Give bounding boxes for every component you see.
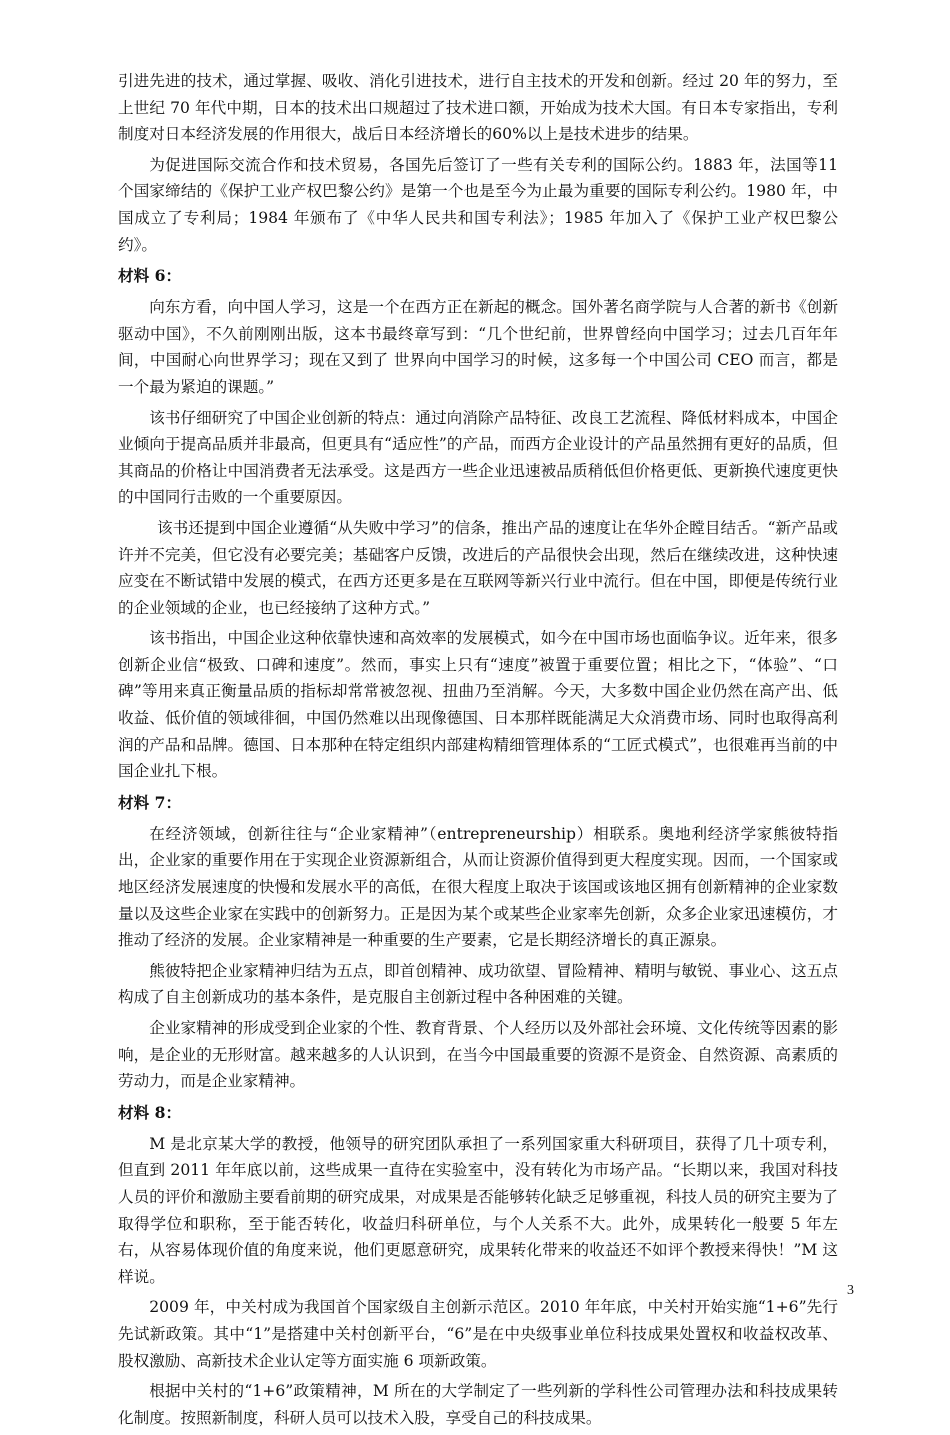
paragraph-new-policy: 根据中关村的“1+6”政策精神，M 所在的大学制定了一些列新的学科性公司管理办法和科技成果转化制度。按照新制度，科研人员可以技术入股，享受自己的科技成果。 (118, 1382, 838, 1427)
heading-material-8: 材料 8： (118, 1102, 182, 1122)
heading-material-7: 材料 7： (118, 792, 182, 812)
paragraph-innovation-features: 该书仔细研究了中国企业创新的特点：通过向消除产品特征、改良工艺流程、降低材料成本，中国企业倾向于提高品质并非最高，但更具有“适应性”的产品，而西方企业设计的产品虽然拥有更好的品质，但其商品的价格让中国消费者无法承受。这是西方一些企业迅速被品质稍低但价格更低、更新换代速度更快的中国同行击败的一个重要原因。 (118, 408, 838, 507)
paragraph-speed-model: 该书指出，中国企业这种依靠快速和高效率的发展模式，如今在中国市场也面临争议。近年来，很多创新企业信“极致、口碑和速度”。然而，事实上只有“速度”被置于重要位置；相比之下，“体验”、“口碑”等用来真正衡量品质的指标却常常被忽视、扭曲乃至消解。今天，大多数中国企业仍然在高产出、低收益、低价值的领域徘徊，中国仍然难以出现像德国、日本那样既能满足大众消费市场、同时也取得高利润的产品和品牌。德国、日本那种在特定组织内部建构精细管理体系的“工匠式模式”，也很难再当前的中国企业扎下根。 (118, 629, 838, 781)
heading-material-6: 材料 6： (118, 266, 182, 286)
paragraph-five-points: 熊彼特把企业家精神归结为五点，即首创精神、成功欲望、冒险精神、精明与敏锐、事业心、这五点构成了自主创新成功的基本条件，是克服自主创新过程中各种困难的关键。 (118, 961, 838, 1007)
paragraph-learn-from-china: 向东方看，向中国人学习，这是一个在西方正在新起的概念。国外著名商学院与人合著的新书《创新驱动中国》，不久前刚刚出版，这本书最终章写到：“几个世纪前，世界曾经向中国学习；过去几百年年间，中国耐心向世界学习；现在又到了 世界向中国学习的时候，这多每一个中国公司 CEO 而言，都是一个最为紧迫的课题。” (118, 298, 838, 396)
document-body (118, 68, 838, 1435)
paragraph-japan-tech: 引进先进的技术，通过掌握、吸收、消化引进技术，进行自主技术的开发和创新。经过 20 年的努力，至上世纪 70 年代中期，日本的技术出口规超过了技术进口额，开始成为技术大国。有日本专家指出，专利制度对日本经济发展的作用很大，战后日本经济增长的60%以上是技术进步的结果。 (118, 72, 838, 144)
paragraph-learn-from-failure: 该书还提到中国企业遵循“从失败中学习”的信条，推出产品的速度让在华外企瞠目结舌。“新产品或许并不完美，但它没有必要完美；基础客户反馈，改进后的产品很快会出现，然后在继续改进，这种快速应变在不断试错中发展的模式，在西方还更多是在互联网等新兴行业中流行。但在中国，即便是传统行业的企业领域的企业，也已经接纳了这种方式。” (118, 518, 838, 617)
paragraph-patent-conventions: 为促进国际交流合作和技术贸易，各国先后签订了一些有关专利的国际公约。1883 年，法国等11 个国家缔结的《保护工业产权巴黎公约》是第一个也是至今为止最为重要的国际专利公约。1980 年，中国成立了专利局；1984 年颁布了《中华人民共和国专利法》；1985 年加入了《保护工业产权巴黎公约》。 (118, 155, 838, 254)
paragraph-entrepreneur-spirit: 企业家精神的形成受到企业家的个性、教育背景、个人经历以及外部社会环境、文化传统等因素的影响，是企业的无形财富。越来越多的人认识到，在当今中国最重要的资源不是资金、自然资源、高素质的劳动力，而是企业家精神。 (118, 1019, 838, 1091)
page-number: 3 (847, 1283, 854, 1298)
paragraph-entrepreneurship: 在经济领域，创新往往与“企业家精神”（entrepreneurship）相联系。奥地利经济学家熊彼特指出，企业家的重要作用在于实现企业资源新组合，从而让资源价值得到更大程度实现。因而，一个国家或地区经济发展速度的快慢和发展水平的高低，在很大程度上取决于该国或该地区拥有创新精神的企业家数量以及这些企业家在实践中的创新努力。正是因为某个或某些企业家率先创新，众多企业家迅速模仿，才推动了经济的发展。企业家精神是一种重要的生产要素，它是长期经济增长的真正源泉。 (118, 824, 838, 950)
paragraph-zhongguancun: 2009 年，中关村成为我国首个国家级自主创新示范区。2010 年年底，中关村开始实施“1+6”先行先试新政策。其中“1”是搭建中关村创新平台，“6”是在中央级事业单位科技成果处置权和收益权改革、股权激励、高新技术企业认定等方面实施 6 项新政策。 (118, 1298, 838, 1370)
paragraph-professor-m: M 是北京某大学的教授，他领导的研究团队承担了一系列国家重大科研项目，获得了几十项专利，但直到 2011 年年底以前，这些成果一直待在实验室中，没有转化为市场产品。“长期以来，我国对科技人员的评价和激励主要看前期的研究成果，对成果是否能够转化缺乏足够重视，科技人员的研究主要为了取得学位和职称，至于能否转化，收益归科研单位，与个人关系不大。此外，成果转化一般要 5 年左右，从容易体现价值的角度来说，他们更愿意研究，成果转化带来的收益还不如评个教授来得快！”M 这样说。 (118, 1134, 838, 1286)
